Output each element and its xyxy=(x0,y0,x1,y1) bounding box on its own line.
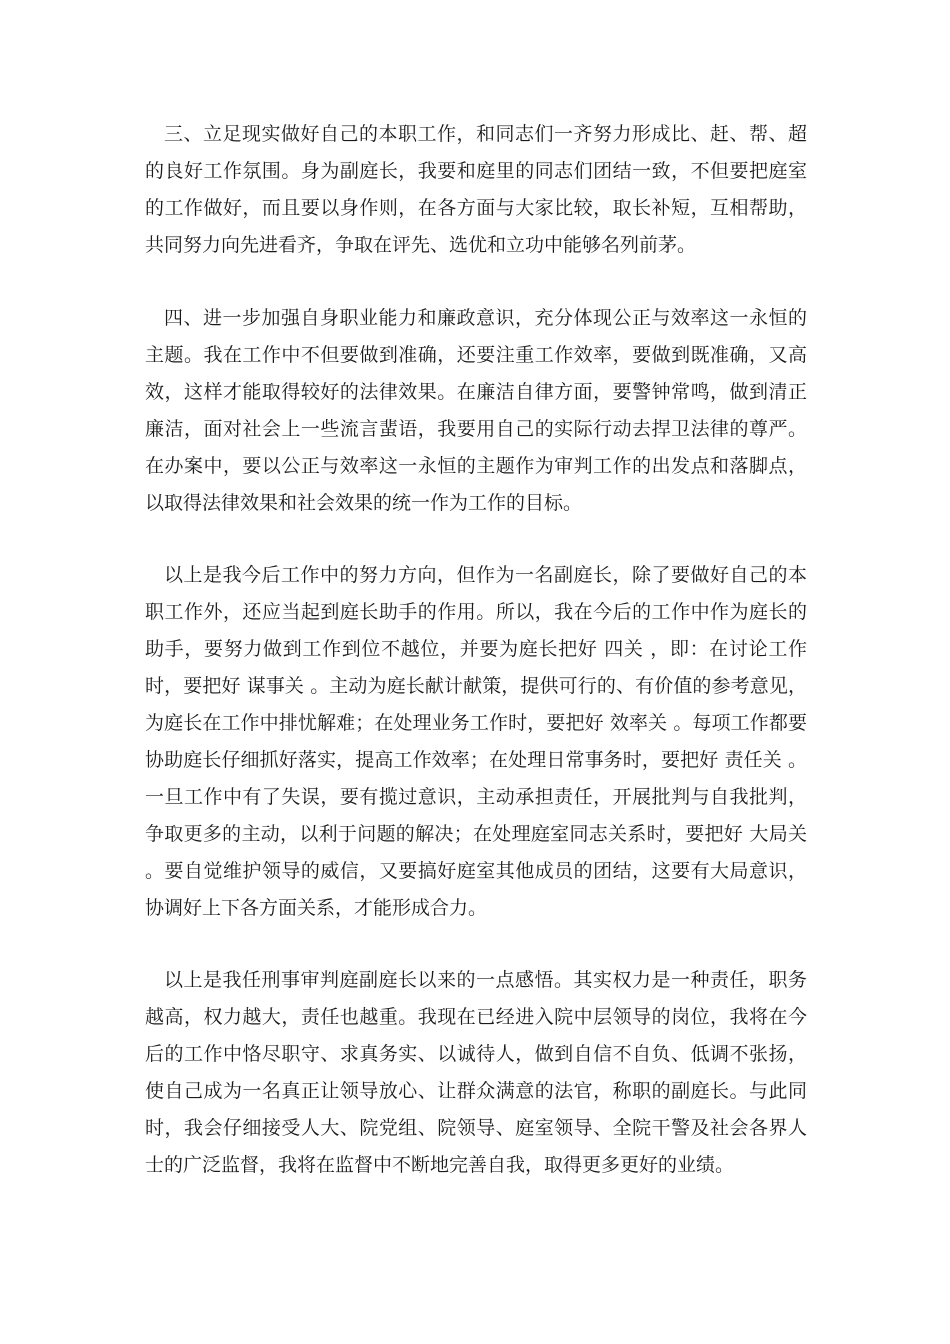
paragraph-assistant-role: 以上是我今后工作中的努力方向，但作为一名副庭长，除了要做好自己的本职工作外，还应当起到庭长助手的作用。所以，我在今后的工作中作为庭长的助手，要努力做到工作到位不越位，并要为庭长把好 四关 ，即：在讨论工作时，要把好 谋事关 。主动为庭长献计献策，提供可行的、有价值的参考意见，为庭长在工作中排忧解难；在处理业务工作时，要把好 效率关 。每项工作都要协助庭长仔细抓好落实，提高工作效率；在处理日常事务时，要把好 责任关 。一旦工作中有了失误，要有揽过意识，主动承担责任，开展批判与自我批判，争取更多的主动，以利于问题的解决；在处理庭室同志关系时，要把好 大局关 。要自觉维护领导的威信，又要搞好庭室其他成员的团结，这要有大局意识，协调好上下各方面关系，才能形成合力。 xyxy=(145,564,807,919)
paragraph-conclusion: 以上是我任刑事审判庭副庭长以来的一点感悟。其实权力是一种责任，职务越高，权力越大，责任也越重。我现在已经进入院中层领导的岗位，我将在今后的工作中恪尽职守、求真务实、以诚待人，做到自信不自负、低调不张扬，使自己成为一名真正让领导放心、让群众满意的法官，称职的副庭长。与此同时，我会仔细接受人大、院党组、院领导、庭室领导、全院干警及社会各界人士的广泛监督，我将在监督中不断地完善自我，取得更多更好的业绩。 xyxy=(145,969,807,1176)
paragraph-four: 四、进一步加强自身职业能力和廉政意识，充分体现公正与效率这一永恒的主题。我在工作中不但要做到准确，还要注重工作效率，要做到既准确，又高效，这样才能取得较好的法律效果。在廉洁自律方面，要警钟常鸣，做到清正廉洁，面对社会上一些流言蜚语，我要用自己的实际行动去捍卫法律的尊严。在办案中，要以公正与效率这一永恒的主题作为审判工作的出发点和落脚点，以取得法律效果和社会效果的统一作为工作的目标。 xyxy=(145,307,807,514)
paragraph-three: 三、立足现实做好自己的本职工作，和同志们一齐努力形成比、赶、帮、超的良好工作氛围。身为副庭长，我要和庭里的同志们团结一致，不但要把庭室的工作做好，而且要以身作则，在各方面与大家比较，取长补短，互相帮助，共同努力向先进看齐，争取在评先、选优和立功中能够名列前茅。 xyxy=(145,123,807,256)
